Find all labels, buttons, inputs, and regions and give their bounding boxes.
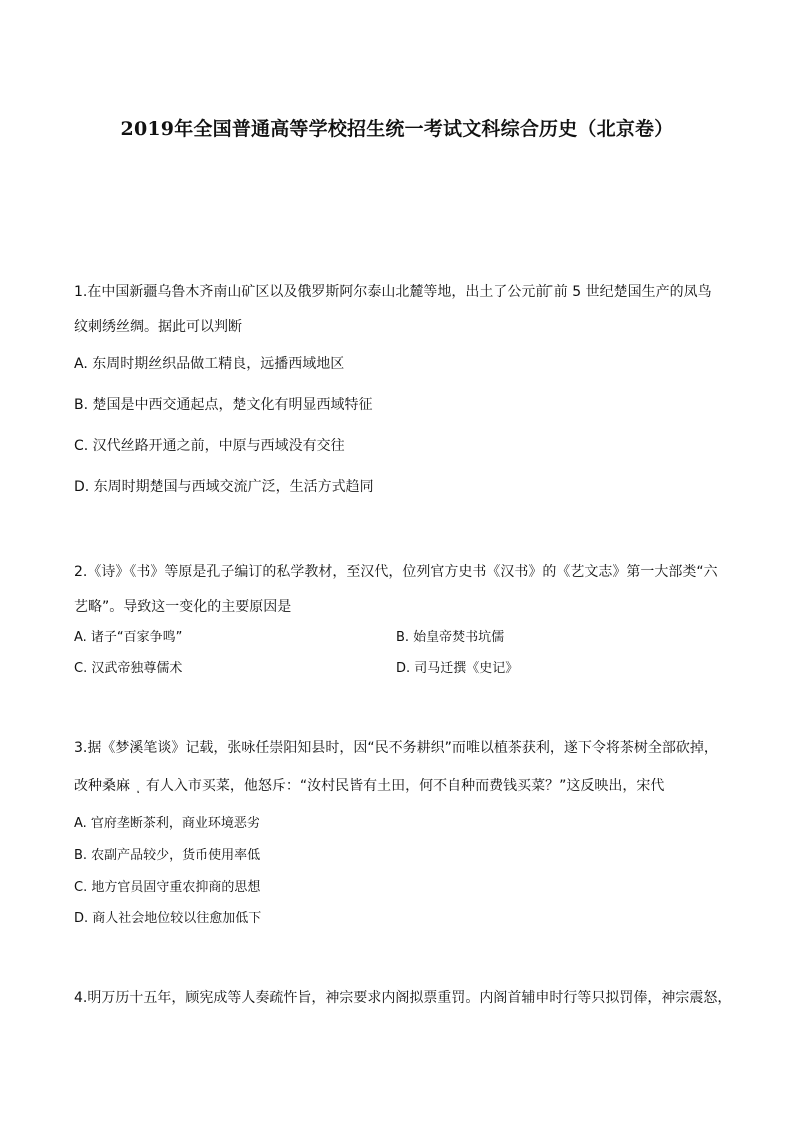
question-1-option-d: D. 东周时期楚国与西域交流广泛，生活方式趋同 [74,479,374,495]
question-2-stem-line-1: 2.《诗》《书》等原是孔子编订的私学教材，至汉代，位列官方史书《汉书》的《艺文志》第一大部类“六 [74,564,718,580]
question-3-stem-line-1: 3.据《梦溪笔谈》记载，张咏任崇阳知县时，因“民不务耕织”而唯以植茶获利，遂下令将茶树全部砍掉， [74,740,718,756]
question-2-option-a: A. 诸子“百家争鸣” [74,630,183,645]
question-4-stem-line-1: 4.明万历十五年，顾宪成等人奏疏忤旨，神宗要求内阁拟票重罚。内阁首辅申时行等只拟罚俸，神宗震怒， [74,990,732,1006]
question-1-option-b: B. 楚国是中西交通起点，楚文化有明显西域特征 [74,397,373,413]
question-1-stem-line-1: 1.在中国新疆乌鲁木齐南山矿区以及俄罗斯阿尔泰山北麓等地，出土了公元前 ̄̄前 5 世纪楚国生产的凤鸟 [74,284,712,300]
question-2-option-d: D. 司马迁撰《史记》 [396,661,519,676]
question-1-option-c: C. 汉代丝路开通之前，中原与西域没有交往 [74,438,345,454]
question-2-option-c: C. 汉武帝独尊儒术 [74,661,183,676]
question-2-stem-line-2: 艺略”。导致这一变化的主要原因是 [74,599,292,615]
question-3-option-a: A. 官府垄断茶利，商业环境恶劣 [74,816,260,831]
question-3-stem-line-2: 改种桑麻 ͺ 有人入市买菜，他怒斥：“汝村民皆有土田，何不自种而费钱买菜？”这反映出，宋代 [74,778,665,794]
question-3-option-b: B. 农副产品较少，货币使用率低 [74,848,261,863]
question-3-option-d: D. 商人社会地位较以往愈加低下 [74,911,262,926]
page-title: 2019年全国普通高等学校招生统一考试文科综合历史（北京卷） [120,118,674,140]
question-3-option-c: C. 地方官员固守重农抑商的思想 [74,880,261,895]
question-1-option-a: A. 东周时期丝织品做工精良，远播西域地区 [74,356,345,372]
question-2-option-b: B. 始皇帝焚书坑儒 [396,630,505,645]
question-1-stem-line-2: 纹刺绣丝绸。据此可以判断 [74,319,242,335]
